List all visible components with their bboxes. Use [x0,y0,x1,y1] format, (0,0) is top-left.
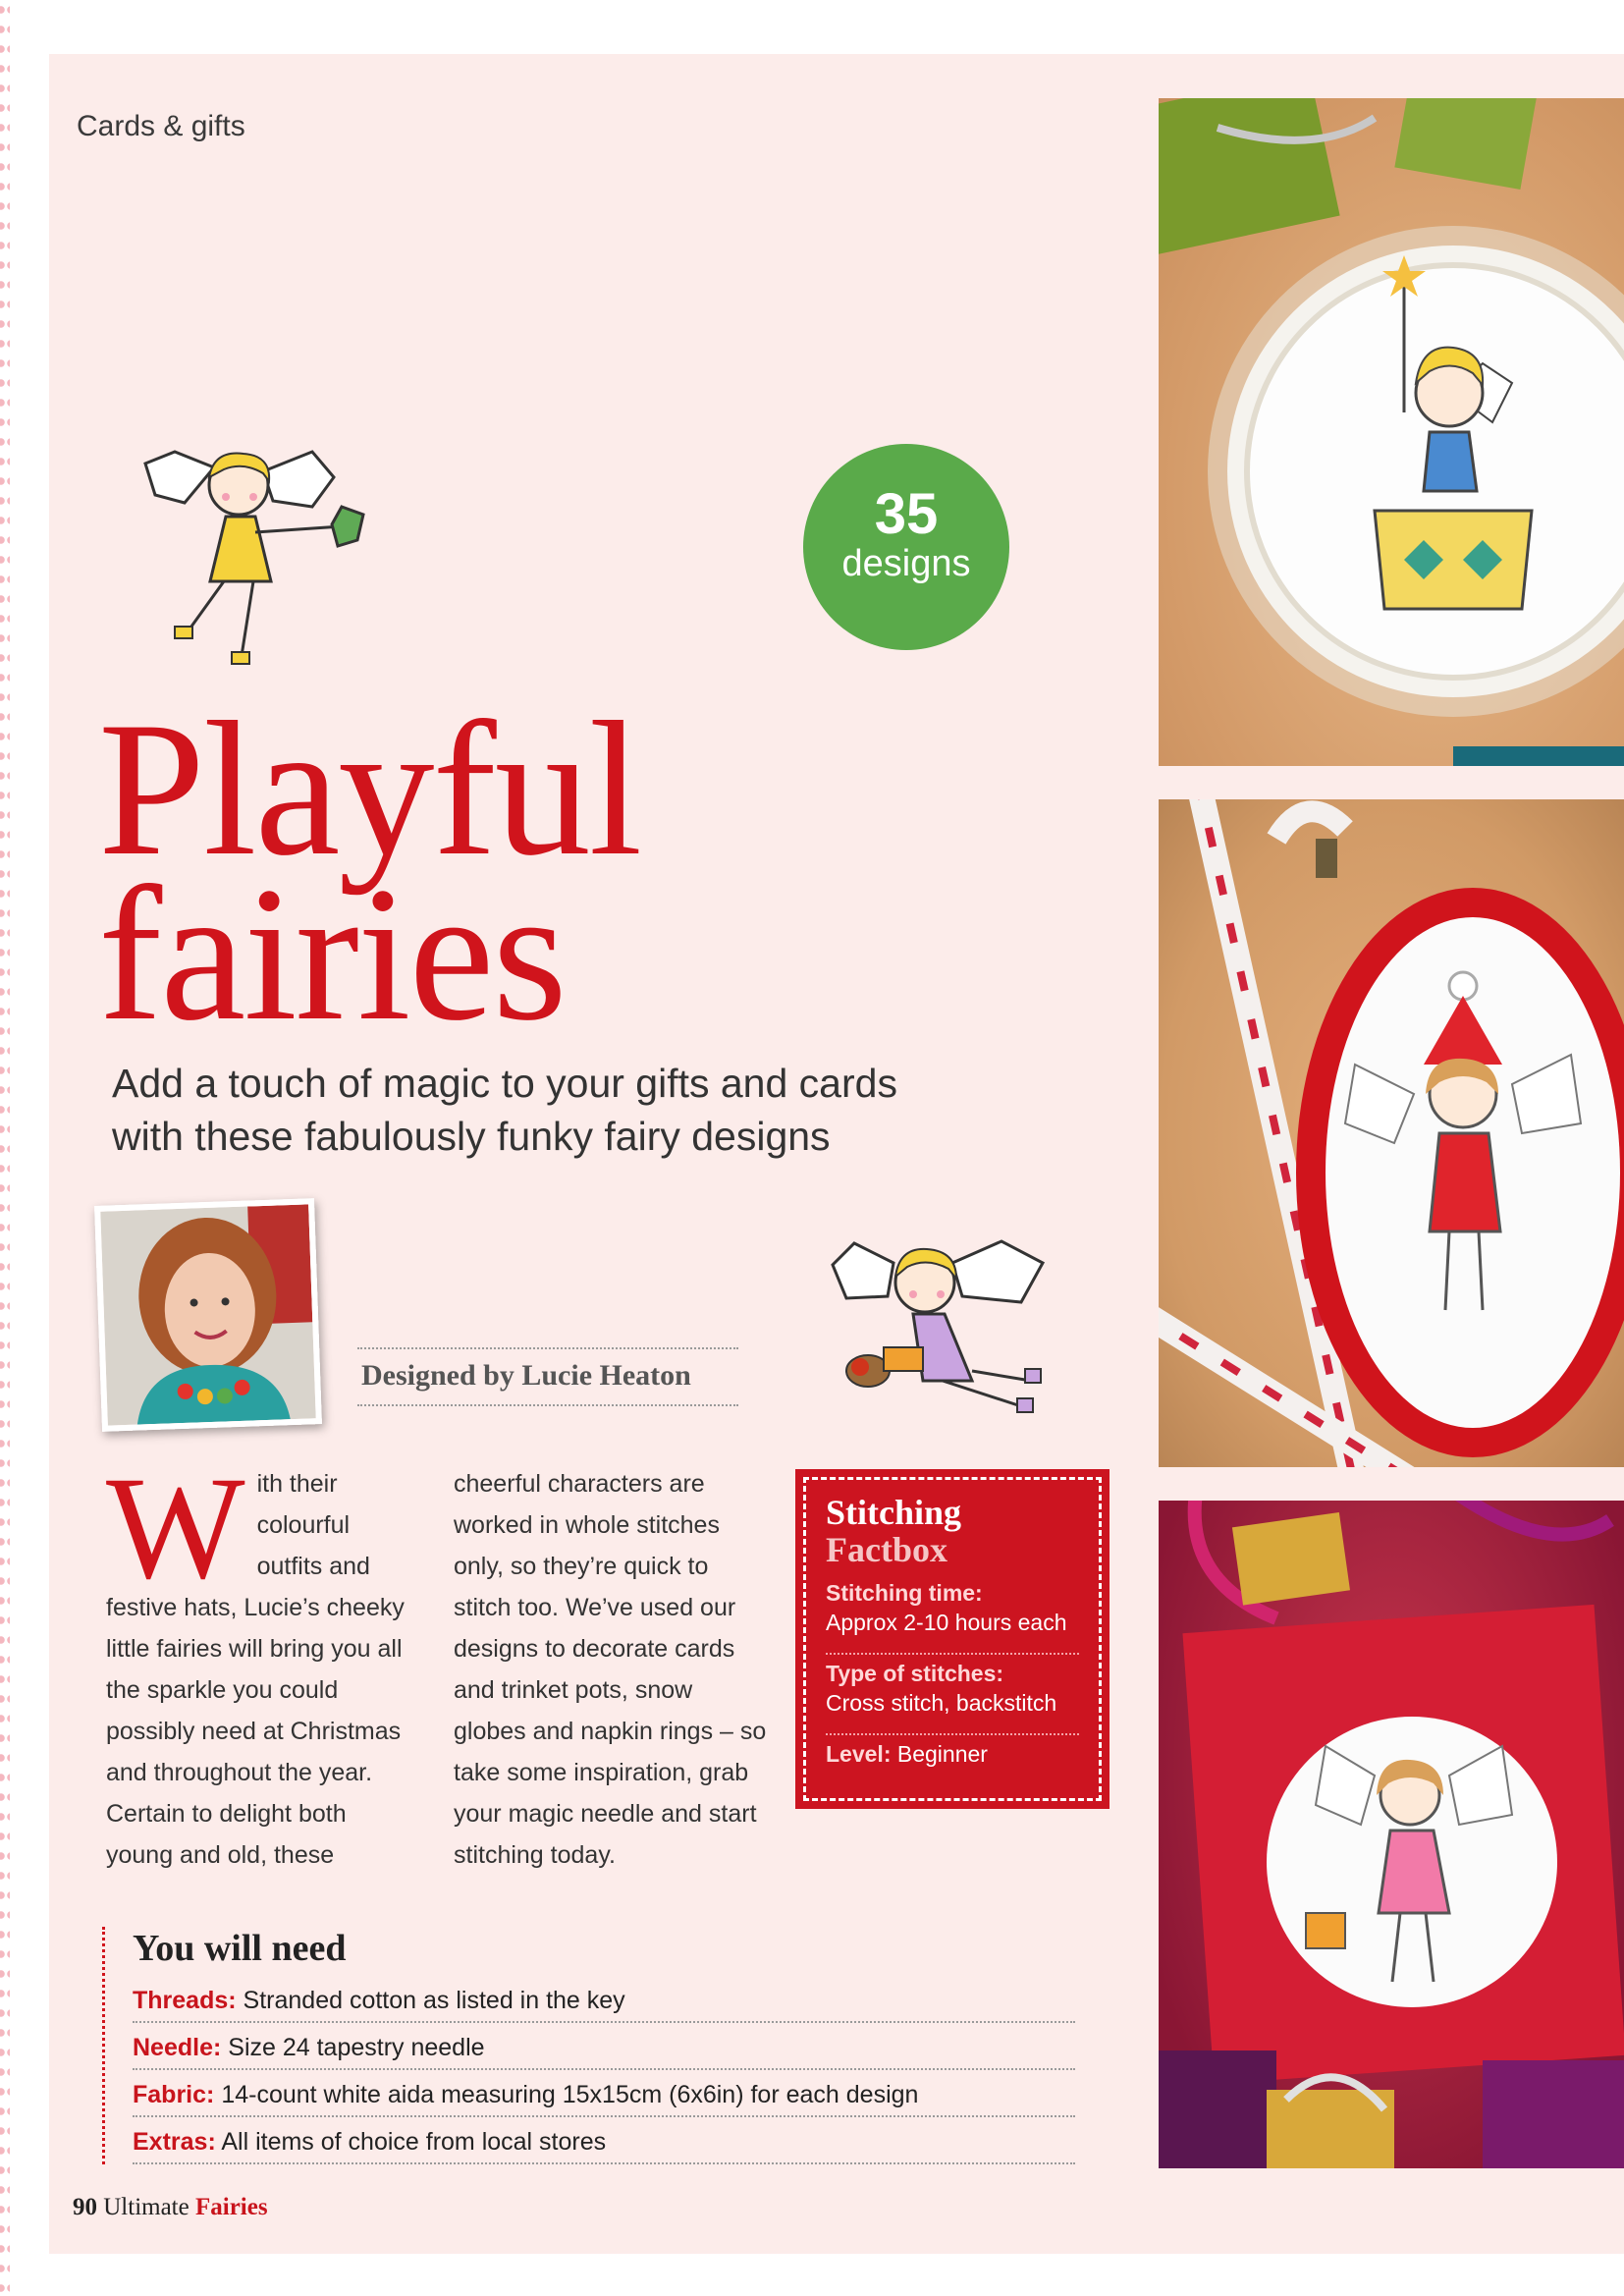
need-row-fabric [133,2070,1075,2117]
you-will-need-title: You will need [133,1928,347,1969]
need-key: Extras: [133,2128,216,2156]
factbox-value: Approx 2-10 hours each [826,1610,1067,1635]
drop-cap: W [106,1447,245,1610]
factbox-title-1: Stitching [826,1493,962,1532]
designer-byline: Designed by Lucie Heaton [357,1347,738,1406]
page-edge-dots [0,0,10,2296]
body-column-1 [106,1447,410,1876]
badge-word: designs [841,543,971,584]
title-line-2: fairies [98,847,566,1061]
factbox-key: Type of stitches: [826,1661,1004,1686]
fairy-illustration-purple [825,1233,1070,1420]
page-number: 90 [73,2194,97,2220]
factbox-title-2: Factbox [826,1530,947,1569]
need-row-extras [133,2117,1075,2164]
photo-trinket-pot [1159,98,1624,766]
photo-red-card [1159,1501,1624,2168]
issue-name: Fairies [194,2194,268,2220]
subtitle-line-1: Add a touch of magic to your gifts and cards [112,1061,897,1106]
need-value: All items of choice from local stores [221,2128,607,2156]
you-will-need-box [102,1927,1075,2164]
need-row-threads [133,1976,1075,2023]
need-value: 14-count white aida measuring 15x15cm (6x6in) for each design [221,2081,919,2108]
subtitle-line-2: with these fabulously funky fairy designs [112,1114,831,1159]
designer-photo [94,1198,322,1432]
designs-count-badge [803,444,1009,650]
body-column-2: cheerful characters are worked in whole stitches only, so they’re quick to stitch too. We’ve used our designs to decorate cards and trinket pots, snow globes and napkin rings – so take some inspiration, grab your magic needle and start stitching today. [454,1470,767,1869]
factbox-value: Cross stitch, backstitch [826,1690,1057,1716]
section-label: Cards & gifts [77,110,245,142]
badge-number: 35 [874,482,939,546]
need-key: Threads: [133,1987,237,2014]
need-value: Size 24 tapestry needle [228,2034,485,2061]
stitching-factbox [803,1477,1102,1801]
factbox-row-time [826,1578,1079,1643]
body-text-1: ith their colourful outfits and festive hats, Lucie’s cheeky little fairies will bring you all the sparkle you could possibly need at Christmas and throughout the year. Certain to delight both young and old, these [106,1470,405,1869]
factbox-key: Level: [826,1741,892,1767]
factbox-row-level [826,1733,1079,1775]
need-key: Fabric: [133,2081,215,2108]
factbox-value: Beginner [896,1741,988,1767]
title-line-1: Playful [98,683,641,896]
fairy-illustration-yellow [116,438,381,674]
magazine-name: Ultimate [103,2194,189,2220]
page-title [98,683,641,1061]
page-subtitle [112,1057,956,1163]
factbox-key: Stitching time: [826,1580,983,1606]
need-key: Needle: [133,2034,222,2061]
factbox-row-stitches [826,1653,1079,1723]
need-row-needle [133,2023,1075,2070]
page-footer [73,2194,268,2221]
photo-red-hoop [1159,799,1624,1467]
need-value: Stranded cotton as listed in the key [243,1987,625,2014]
